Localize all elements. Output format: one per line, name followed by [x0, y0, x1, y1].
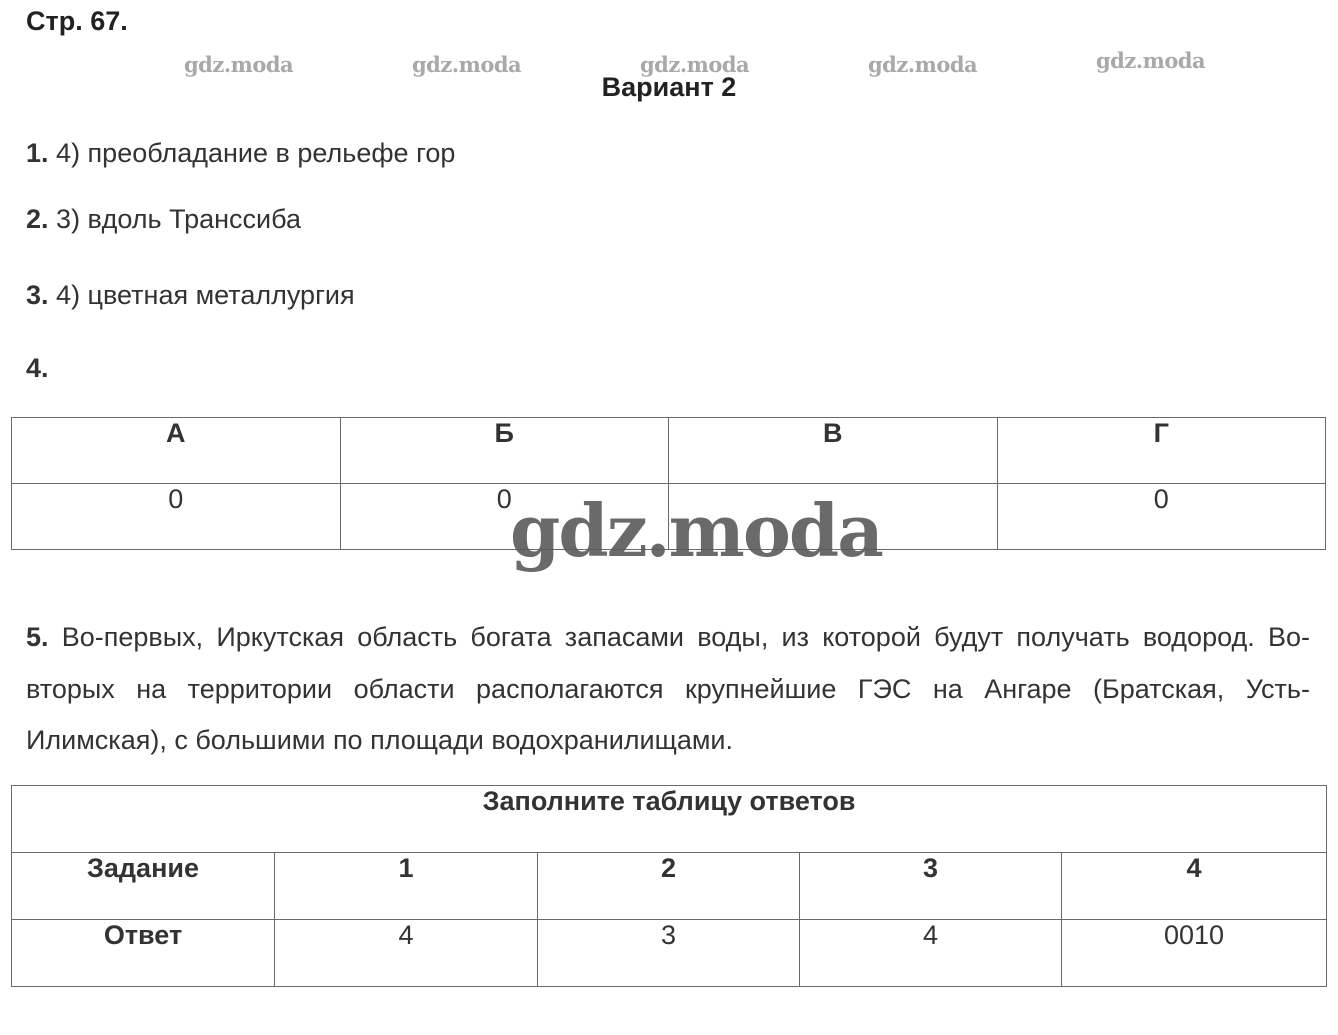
answer-2-text: 3) вдоль Транссиба — [56, 204, 301, 234]
answer-1-text: 4) преобладание в рельефе гор — [56, 138, 456, 168]
page-label: Стр. 67. — [26, 6, 128, 36]
answer-table-task-row — [12, 853, 1327, 920]
answer-3-text: 4) цветная металлургия — [56, 280, 355, 310]
answer-table-task-1: 1 — [275, 853, 538, 920]
answer-table-answer-1: 4 — [275, 920, 538, 987]
answer-table-title: Заполните таблицу ответов — [12, 786, 1327, 853]
task4-header-g: Г — [997, 418, 1326, 484]
task4-value-a: 0 — [12, 484, 341, 550]
task4-header-a: А — [12, 418, 341, 484]
task4-header-v: В — [669, 418, 998, 484]
answer-1-number: 1. — [26, 138, 49, 168]
answer-table-answer-2: 3 — [538, 920, 800, 987]
answer-table-task-2: 2 — [538, 853, 800, 920]
task4-header-b: Б — [340, 418, 669, 484]
answer-table-answer-row — [12, 920, 1327, 987]
answer-4 — [26, 353, 49, 384]
task4-value-g: 0 — [997, 484, 1326, 550]
watermark-large: gdz.moda — [510, 488, 882, 573]
answer-3-number: 3. — [26, 280, 49, 310]
answer-table-answer-4: 0010 — [1062, 920, 1327, 987]
watermark-1: gdz.moda — [184, 52, 294, 77]
task5-paragraph — [26, 612, 1310, 767]
answer-2 — [26, 204, 301, 235]
watermark-3: gdz.moda — [640, 52, 750, 77]
answer-table — [11, 785, 1327, 987]
answer-table-answer-label: Ответ — [12, 920, 275, 987]
answer-3 — [26, 280, 355, 311]
watermark-4: gdz.moda — [868, 52, 978, 77]
task4-value-b: 0 — [340, 484, 669, 550]
task4-header-row — [12, 418, 1326, 484]
answer-table-task-label: Задание — [12, 853, 275, 920]
task5-text: Во-первых, Иркутская область богата запасами воды, из которой будут получать водород. Во-вторых на территории области располагаются крупнейшие ГЭС на Ангаре (Братская, Усть-Илимская), с большими по площади водохранилищами. — [26, 622, 1310, 755]
answer-table-task-4: 4 — [1062, 853, 1327, 920]
watermark-2: gdz.moda — [412, 52, 522, 77]
answer-table-title-row — [12, 786, 1327, 853]
answer-table-task-3: 3 — [800, 853, 1062, 920]
answer-2-number: 2. — [26, 204, 49, 234]
variant-title: Вариант 2 — [601, 72, 737, 102]
watermark-5: gdz.moda — [1096, 48, 1206, 73]
answer-1 — [26, 138, 455, 169]
answer-4-number: 4. — [26, 353, 49, 383]
task5-number: 5. — [26, 622, 49, 652]
answer-table-answer-3: 4 — [800, 920, 1062, 987]
